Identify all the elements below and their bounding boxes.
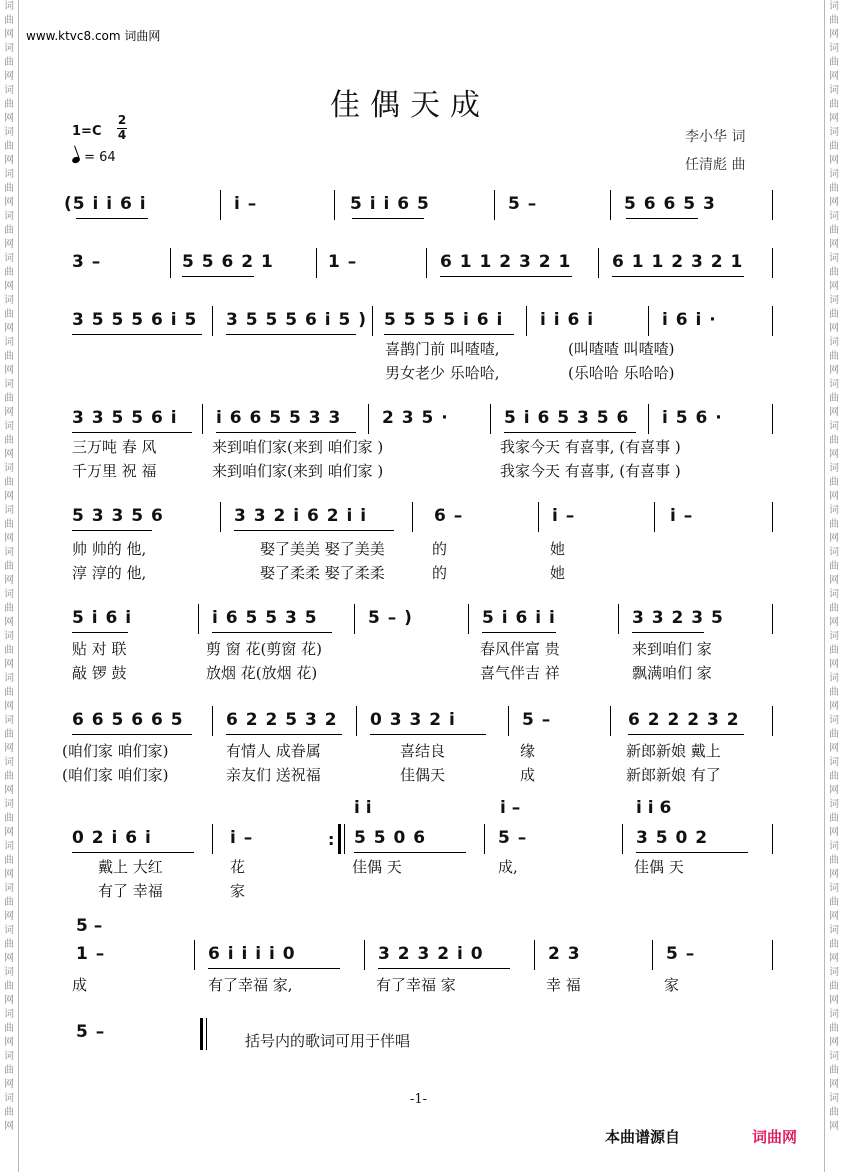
barline	[610, 706, 611, 736]
measure: 3 5 5 5 6 i 5	[72, 310, 198, 330]
repeat-dots: :	[328, 830, 335, 849]
barline	[194, 940, 195, 970]
beam	[628, 734, 744, 735]
lyric-verse1: 春风伴富 贵	[480, 640, 560, 658]
beam	[216, 432, 356, 433]
barline	[610, 190, 611, 220]
barline	[508, 706, 509, 736]
score-system-9	[62, 936, 774, 976]
measure: 5 5 6 2 1	[182, 252, 274, 272]
lyric-verse2: 的	[432, 564, 448, 582]
source-label: 本曲谱源自	[605, 1128, 681, 1146]
measure: i –	[670, 506, 694, 526]
song-title: 佳偶天成	[330, 88, 490, 123]
measure: i 6 6 5 5 3 3	[216, 408, 342, 428]
lyric-verse1: 娶了美美 娶了美美	[260, 540, 385, 558]
lyric-verse1: 佳偶 天	[352, 858, 402, 876]
lyric-verse1: 戴上 大红	[98, 858, 163, 876]
beam	[354, 852, 466, 853]
lyric-verse1: 成,	[498, 858, 518, 876]
barline	[364, 940, 365, 970]
barline	[220, 502, 221, 532]
lyric-verse1: 我家今天 有喜事, (有喜事 )	[500, 438, 681, 456]
barline	[772, 502, 773, 532]
site-url[interactable]: www.ktvc8.com 词曲网	[26, 29, 161, 43]
beam	[384, 334, 514, 335]
measure: 5 – )	[368, 608, 413, 628]
beam	[72, 432, 192, 433]
lyric-verse1: 三万吨 春 风	[72, 438, 157, 456]
right-watermark-strip: 词曲网词曲网词曲网词曲网词曲网词曲网词曲网词曲网词曲网词曲网词曲网词曲网词曲网词曲网词曲网词曲网词曲网词曲网词曲网词曲网词曲网词曲网词曲网词曲网词曲网词曲网词曲网	[824, 0, 843, 1172]
lyric-verse1: 帅 帅的 他,	[72, 540, 147, 558]
barline	[526, 306, 527, 336]
score-system-6	[62, 600, 774, 640]
final-barline	[200, 1018, 203, 1050]
lyric-verse1: 的	[432, 540, 448, 558]
measure: 5 –	[498, 828, 528, 848]
lyric-verse2: (乐哈哈 乐哈哈)	[568, 364, 675, 382]
lyric-verse1: 缘	[520, 742, 536, 760]
beam	[482, 632, 556, 633]
lyric-verse2: 来到咱们家(来到 咱们家 )	[212, 462, 384, 480]
score-system-10	[62, 1014, 774, 1054]
beam	[72, 334, 202, 335]
beam	[612, 276, 744, 277]
beam	[504, 432, 636, 433]
barline	[484, 824, 485, 854]
barline	[772, 248, 773, 278]
measure: 0 2 i 6 i	[72, 828, 152, 848]
upper-voice: i –	[500, 798, 521, 818]
tempo-value: = 64	[84, 150, 116, 165]
beam	[72, 530, 152, 531]
barline	[316, 248, 317, 278]
measure: i 6 i ·	[662, 310, 717, 330]
score-system-8	[62, 820, 774, 860]
lyric-verse2: 喜气伴吉 祥	[480, 664, 560, 682]
lyric-verse2: 新郎新娘 有了	[626, 766, 721, 784]
lyric-verse1: 有情人 成眷属	[226, 742, 321, 760]
barline	[372, 306, 373, 336]
beam	[212, 632, 332, 633]
beam	[626, 218, 698, 219]
barline	[598, 248, 599, 278]
lyric-verse1: 花	[230, 858, 246, 876]
barline	[772, 940, 773, 970]
measure: 3 –	[72, 252, 102, 272]
barline	[648, 306, 649, 336]
key-signature: 1=C	[72, 124, 102, 139]
beam	[370, 734, 486, 735]
beam	[352, 218, 424, 219]
lyric-verse1: 剪 窗 花(剪窗 花)	[206, 640, 323, 658]
lyric-verse2: 她	[550, 564, 566, 582]
lyric-verse2: 敲 锣 鼓	[72, 664, 127, 682]
measure: i 5 6 ·	[662, 408, 723, 428]
barline	[212, 706, 213, 736]
time-signature	[117, 114, 127, 142]
measure: 5 –	[666, 944, 696, 964]
beam	[440, 276, 572, 277]
performance-note: 括号内的歌词可用于伴唱	[245, 1032, 411, 1050]
lyric-verse2: 家	[230, 882, 246, 900]
beam	[632, 632, 704, 633]
measure: 5 i i 6 5	[350, 194, 430, 214]
measure: 6 1 1 2 3 2 1	[612, 252, 744, 272]
lyric-verse1: 新郎新娘 戴上	[626, 742, 721, 760]
lyric-verse2: 男女老少 乐哈哈,	[385, 364, 500, 382]
measure: 3 3 2 i 6 2 i i	[234, 506, 368, 526]
barline	[202, 404, 203, 434]
measure: 3 5 5 5 6 i 5 )	[226, 310, 367, 330]
score-system-5	[62, 498, 774, 538]
barline	[772, 306, 773, 336]
source-link[interactable]: 词曲网	[752, 1128, 798, 1146]
score-system-1	[62, 186, 774, 226]
measure: 6 –	[434, 506, 464, 526]
lyricist-credit: 李小华 词	[685, 129, 746, 145]
lyric-verse1: 成	[72, 976, 88, 994]
beam	[208, 968, 340, 969]
barline	[534, 940, 535, 970]
measure: 3 5 0 2	[636, 828, 709, 848]
barline	[412, 502, 413, 532]
beam	[72, 632, 128, 633]
measure: 6 2 2 2 3 2	[628, 710, 740, 730]
barline	[170, 248, 171, 278]
barline	[772, 190, 773, 220]
measure: 1 –	[76, 944, 106, 964]
left-watermark-strip: 词曲网词曲网词曲网词曲网词曲网词曲网词曲网词曲网词曲网词曲网词曲网词曲网词曲网词曲网词曲网词曲网词曲网词曲网词曲网词曲网词曲网词曲网词曲网词曲网词曲网词曲网词曲网	[0, 0, 19, 1172]
lyric-verse1: 喜结良	[400, 742, 446, 760]
lyric-verse1: 幸 福	[546, 976, 581, 994]
measure: 1 –	[328, 252, 358, 272]
barline	[622, 824, 623, 854]
measure: 6 6 5 6 6 5	[72, 710, 184, 730]
lyric-verse1: 喜鹊门前 叫喳喳,	[385, 340, 500, 358]
barline	[426, 248, 427, 278]
lyric-verse2: 放烟 花(放烟 花)	[206, 664, 318, 682]
measure: 5 i 6 i i	[482, 608, 556, 628]
barline	[772, 404, 773, 434]
lyric-verse1: 家	[664, 976, 680, 994]
barline	[212, 306, 213, 336]
barline	[356, 706, 357, 736]
time-signature-bottom: 4	[117, 128, 127, 142]
lyric-verse1: 有了幸福 家,	[208, 976, 293, 994]
measure: i –	[230, 828, 254, 848]
lyric-verse1: (咱们家 咱们家)	[62, 742, 169, 760]
barline	[654, 502, 655, 532]
lyric-verse2: 娶了柔柔 娶了柔柔	[260, 564, 385, 582]
lyric-verse1: 来到咱们 家	[632, 640, 712, 658]
measure: 3 3 5 5 6 i	[72, 408, 178, 428]
beam	[226, 734, 342, 735]
lyric-verse2: 佳偶天	[400, 766, 446, 784]
lyric-verse2: 我家今天 有喜事, (有喜事 )	[500, 462, 681, 480]
time-signature-top: 2	[117, 113, 127, 127]
barline	[212, 824, 213, 854]
beam	[72, 852, 194, 853]
measure: 5 –	[508, 194, 538, 214]
beam	[182, 276, 254, 277]
measure: 5 5 5 5 i 6 i	[384, 310, 504, 330]
lyric-verse2: 成	[520, 766, 536, 784]
lyric-verse1: 有了幸福 家	[376, 976, 456, 994]
measure: 5 3 3 5 6	[72, 506, 164, 526]
barline	[772, 706, 773, 736]
barline	[772, 604, 773, 634]
measure: 5 5 0 6	[354, 828, 427, 848]
measure: 3 2 3 2 i 0	[378, 944, 484, 964]
barline	[538, 502, 539, 532]
beam	[636, 852, 748, 853]
measure: i –	[234, 194, 258, 214]
barline	[368, 404, 369, 434]
measure: i i 6 i	[540, 310, 595, 330]
beam	[234, 530, 394, 531]
page-number: -1-	[410, 1092, 428, 1107]
measure: 2 3	[548, 944, 581, 964]
beam	[76, 218, 148, 219]
lyric-verse2: (咱们家 咱们家)	[62, 766, 169, 784]
upper-voice: 5 –	[76, 916, 103, 936]
composer-credit: 任清彪 曲	[685, 157, 746, 173]
measure: 6 1 1 2 3 2 1	[440, 252, 572, 272]
barline	[618, 604, 619, 634]
upper-voice: i i 6	[636, 798, 672, 818]
barline	[772, 824, 773, 854]
barline	[220, 190, 221, 220]
beam	[378, 968, 510, 969]
measure: 5 –	[76, 1022, 106, 1042]
lyric-verse1: (叫喳喳 叫喳喳)	[568, 340, 675, 358]
barline	[468, 604, 469, 634]
beam	[72, 734, 192, 735]
barline	[344, 824, 345, 854]
measure: 3 3 2 3 5	[632, 608, 724, 628]
measure: 5 i 6 i	[72, 608, 133, 628]
barline	[494, 190, 495, 220]
score-system-3	[62, 302, 774, 342]
measure: 0 3 3 2 i	[370, 710, 456, 730]
measure: 6 i i i i 0	[208, 944, 296, 964]
measure: 6 2 2 5 3 2	[226, 710, 338, 730]
measure: 5 6 6 5 3	[624, 194, 716, 214]
lyric-verse2: 千万里 祝 福	[72, 462, 157, 480]
lyric-verse2: 亲友们 送祝福	[226, 766, 321, 784]
measure: i –	[552, 506, 576, 526]
measure: 2 3 5 ·	[382, 408, 449, 428]
upper-voice: i i	[354, 798, 372, 818]
barline	[354, 604, 355, 634]
quarter-note-icon	[71, 156, 81, 164]
barline	[334, 190, 335, 220]
lyric-verse1: 来到咱们家(来到 咱们家 )	[212, 438, 384, 456]
barline	[490, 404, 491, 434]
measure: (5 i i 6 i	[64, 194, 147, 214]
barline	[648, 404, 649, 434]
lyric-verse2: 淳 淳的 他,	[72, 564, 147, 582]
lyric-verse1: 佳偶 天	[634, 858, 684, 876]
score-system-2	[62, 244, 774, 284]
measure: 5 i 6 5 3 5 6	[504, 408, 630, 428]
beam	[226, 334, 356, 335]
tempo-mark	[72, 150, 116, 165]
barline	[198, 604, 199, 634]
score-system-7	[62, 702, 774, 742]
score-system-4	[62, 400, 774, 440]
measure: i 6 5 5 3 5	[212, 608, 318, 628]
lyric-verse1: 她	[550, 540, 566, 558]
repeat-barline	[338, 824, 341, 854]
lyric-verse2: 飘满咱们 家	[632, 664, 712, 682]
lyric-verse2: 有了 幸福	[98, 882, 163, 900]
barline	[206, 1018, 207, 1050]
measure: 5 –	[522, 710, 552, 730]
barline	[652, 940, 653, 970]
lyric-verse1: 贴 对 联	[72, 640, 127, 658]
